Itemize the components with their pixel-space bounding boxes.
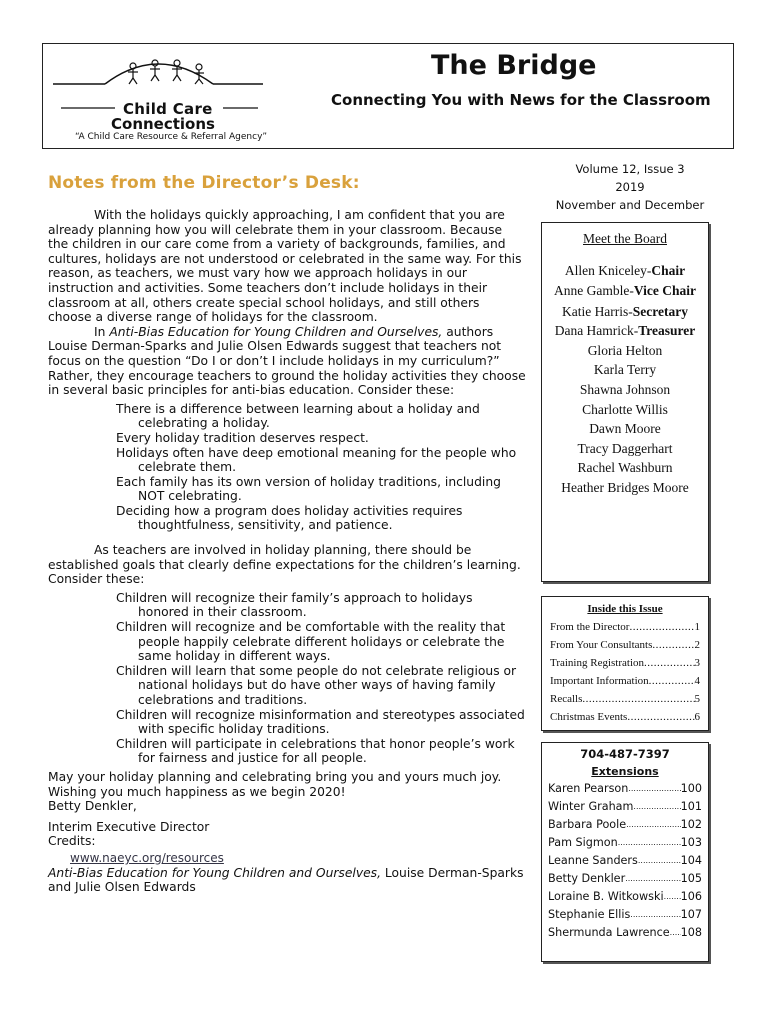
extension-name: Karen Pearson — [548, 782, 629, 795]
extension-number: 108 — [680, 926, 702, 939]
toc-item[interactable] — [542, 711, 708, 723]
extension-row — [542, 872, 708, 886]
goals-list — [48, 591, 526, 766]
notes-heading: Notes from the Director’s Desk: — [48, 173, 360, 193]
article-paragraph-2 — [48, 325, 526, 398]
signature-title: Interim Executive Director — [48, 819, 210, 834]
toc-page: 2 — [694, 639, 700, 651]
extension-leader — [618, 836, 681, 850]
extension-leader — [626, 818, 681, 832]
extension-row — [542, 836, 708, 850]
issue-year: 2019 — [615, 180, 645, 194]
signature-name: Betty Denkler, — [48, 799, 137, 814]
extension-row — [542, 818, 708, 832]
extension-row — [542, 854, 708, 868]
list-item: Deciding how a program does holiday activities requires thoughtfulness, sensitivity, and patience. — [116, 503, 463, 533]
extension-number: 101 — [680, 800, 702, 813]
toc-item[interactable] — [542, 657, 708, 669]
issue-months: November and December — [555, 198, 705, 212]
director-article — [48, 208, 526, 895]
credits-label: Credits: — [48, 834, 96, 849]
logo-name-line1: Child Care — [123, 100, 213, 118]
list-item: Children will recognize and be comfortable with the reality that people happily celebrate different holidays or celebrate the same holiday in different ways. — [116, 620, 506, 664]
extension-number: 102 — [680, 818, 702, 831]
board-member: Gloria Helton — [587, 342, 663, 358]
member-role: Treasurer — [638, 323, 696, 339]
member-role: Secretary — [632, 303, 689, 319]
member-role: Chair — [651, 263, 686, 278]
issue-info — [545, 160, 715, 214]
board-member: Shawna Johnson — [579, 381, 671, 397]
extension-leader — [628, 782, 680, 796]
logo-name-line2: Connections — [111, 115, 215, 133]
member-name: Katie Harris- — [561, 303, 633, 319]
toc-item[interactable] — [542, 675, 708, 687]
issue-volume: Volume 12, Issue 3 — [575, 162, 685, 176]
toc-label: From the Director — [550, 621, 630, 633]
toc-leader — [644, 657, 694, 669]
extensions-box — [541, 742, 709, 962]
board-members — [542, 261, 708, 498]
toc-item[interactable] — [542, 639, 708, 651]
extension-number: 105 — [680, 872, 702, 885]
member-name: Dana Hamrick- — [554, 323, 639, 339]
toc-item[interactable] — [542, 693, 708, 705]
masthead — [42, 43, 734, 149]
list-item: Children will recognize their family’s approach to holidays honored in their classroom. — [116, 590, 473, 620]
extension-leader — [630, 908, 680, 922]
list-item: Each family has its own version of holiday traditions, including NOT celebrating. — [116, 474, 501, 504]
toc-label: Training Registration — [550, 657, 645, 669]
extension-name: Winter Graham — [548, 800, 634, 813]
extension-leader — [625, 872, 680, 886]
extensions-heading: Extensions — [591, 765, 659, 778]
principles-list — [48, 402, 526, 533]
toc-label: Important Information — [550, 675, 649, 687]
toc-leader — [627, 711, 694, 723]
extension-name: Leanne Sanders — [548, 854, 638, 867]
board-member: Rachel Washburn — [577, 460, 673, 476]
extension-name: Pam Sigmon — [548, 836, 618, 849]
extension-row — [542, 908, 708, 922]
extension-name: Shermunda Lawrence — [548, 926, 670, 939]
extension-number: 107 — [680, 908, 702, 921]
agency-logo — [53, 50, 283, 145]
extension-name: Loraine B. Witkowski — [548, 890, 664, 903]
inside-heading: Inside this Issue — [587, 603, 663, 615]
extension-name: Barbara Poole — [548, 818, 627, 831]
member-name: Anne Gamble- — [554, 282, 634, 298]
extension-leader — [633, 800, 680, 814]
toc-label: Recalls — [550, 693, 583, 705]
list-item: Holidays often have deep emotional meaning for the people who celebrate them. — [116, 445, 517, 475]
credits-book-title: Anti-Bias Education for Young Children and Ourselves, — [48, 865, 381, 880]
para2-lead: In — [94, 324, 110, 339]
toc-leader — [652, 639, 694, 651]
extension-leader — [638, 854, 681, 868]
board-heading: Meet the Board — [583, 231, 667, 246]
board-member: Karla Terry — [593, 362, 657, 378]
extension-leader — [664, 890, 681, 904]
member-name: Allen Kniceley- — [564, 263, 652, 278]
article-closing: May your holiday planning and celebrating bring you and yours much joy. Wishing you much happiness as we begin 2020! — [48, 769, 502, 799]
extension-name: Betty Denkler — [548, 872, 626, 885]
newsletter-title: The Bridge — [431, 50, 597, 81]
toc-label: Christmas Events — [550, 711, 628, 723]
toc-leader — [649, 675, 695, 687]
credits-citation — [48, 866, 526, 895]
para2-rest: authors Louise Derman-Sparks and Julie Olsen Edwards suggest that teachers not focus on the question “Do I or don’t I include holidays in my curriculum?” Rather, they encourage teachers to ground the holiday activities they choose in several basic principles for anti-bias education. Consider these: — [48, 324, 526, 398]
article-paragraph-3: As teachers are involved in holiday planning, there should be established goals that clearly define expectations for the children’s learning. Consider these: — [48, 543, 521, 587]
list-item: Every holiday tradition deserves respect. — [116, 430, 369, 445]
newsletter-subtitle: Connecting You with News for the Classroom — [331, 91, 711, 109]
extension-number: 100 — [680, 782, 702, 795]
board-member — [542, 302, 708, 322]
board-box — [541, 222, 709, 582]
extension-row — [542, 800, 708, 814]
extension-row — [542, 782, 708, 796]
extension-number: 104 — [680, 854, 702, 867]
toc-page: 1 — [694, 621, 700, 633]
list-item: Children will learn that some people do not celebrate religious or national holidays but do have other ways of having family celebrations and traditions. — [116, 663, 517, 707]
toc-leader — [629, 621, 694, 633]
board-member: Heather Bridges Moore — [561, 479, 689, 495]
board-member: Tracy Daggerhart — [577, 440, 673, 456]
board-member: Dawn Moore — [589, 421, 661, 437]
member-role: Vice Chair — [633, 282, 696, 298]
board-member: Charlotte Willis — [582, 401, 668, 417]
board-member — [542, 321, 708, 341]
extension-number: 106 — [680, 890, 702, 903]
list-item: There is a difference between learning about a holiday and celebrating a holiday. — [116, 401, 480, 431]
toc-page: 3 — [694, 657, 700, 669]
extension-number: 103 — [680, 836, 702, 849]
extension-name: Stephanie Ellis — [548, 908, 631, 921]
toc-page: 6 — [694, 711, 700, 723]
board-member — [542, 283, 708, 298]
list-item: Children will participate in celebrations that honor people’s work for fairness and justice for all people. — [116, 736, 515, 766]
board-member — [542, 261, 708, 281]
toc-page: 5 — [694, 693, 700, 705]
para2-book-title: Anti-Bias Education for Young Children and Ourselves, — [109, 324, 443, 339]
main-phone-number: 704-487-7397 — [580, 747, 670, 761]
article-paragraph-1: With the holidays quickly approaching, I am confident that you are already planning how you will celebrate them in your classroom. Because the children in our care come from a variety of backgrounds, families, and cultures, holidays are not understood or celebrated in the same way. For this reason, as teachers, we must vary how we approach holidays in our instruction and activities. Some teachers don’t include holidays in their classroom at all, others create special school holidays, and still others choose a diverse range of holidays for the classroom. — [48, 208, 522, 325]
inside-this-issue-box — [541, 596, 709, 731]
extension-leader — [670, 926, 681, 940]
toc-item[interactable] — [542, 621, 708, 633]
toc-page: 4 — [694, 675, 700, 687]
extension-row — [542, 890, 708, 904]
toc-leader — [582, 693, 694, 705]
logo-tagline: “A Child Care Resource & Referral Agency” — [75, 132, 268, 142]
extension-row — [542, 926, 708, 940]
credits-authors: Louise Derman-Sparks and Julie Olsen Edwards — [48, 865, 524, 895]
credits-link[interactable]: www.naeyc.org/resources — [70, 850, 224, 865]
list-item: Children will recognize misinformation and stereotypes associated with specific holiday traditions. — [116, 707, 525, 737]
toc-label: From Your Consultants — [550, 639, 653, 651]
